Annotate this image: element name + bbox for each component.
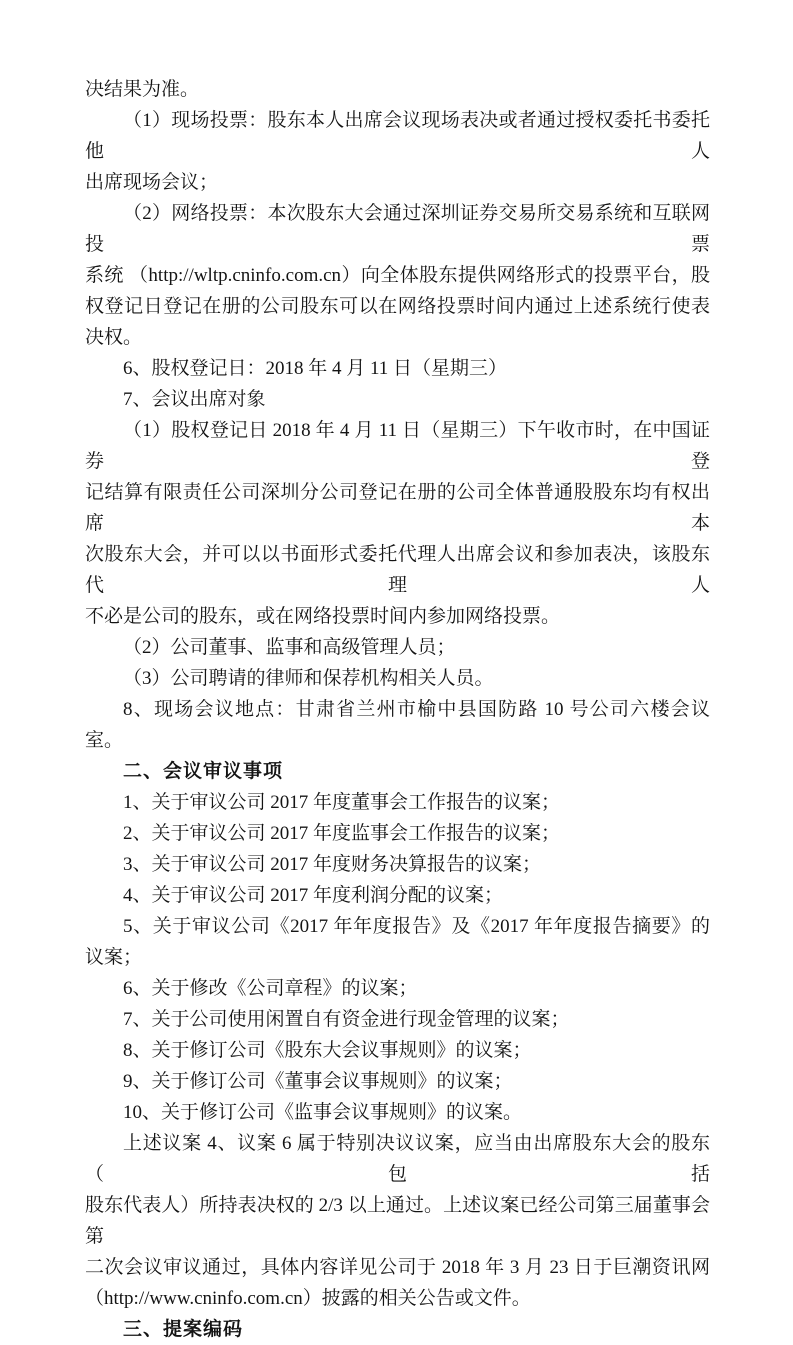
text-line: 7、关于公司使用闲置自有资金进行现金管理的议案； (123, 1009, 570, 1030)
text-line: 8、关于修订公司《股东大会议事规则》的议案； (123, 1040, 532, 1061)
text-line: 二次会议审议通过，具体内容详见公司于 2018 年 3 月 23 日于巨潮资讯网 (85, 1257, 710, 1278)
text-line: 上述议案 4、议案 6 属于特别决议议案，应当由出席股东大会的股东（包括 (85, 1133, 710, 1185)
text-line: 记结算有限责任公司深圳分公司登记在册的公司全体普通股股东均有权出席本 (85, 482, 710, 534)
text-line: 6、关于修改《公司章程》的议案； (123, 978, 418, 999)
text-line: 6、股权登记日：2018 年 4 月 11 日（星期三） (123, 358, 508, 379)
text-line: （http://www.cninfo.com.cn）披露的相关公告或文件。 (85, 1288, 531, 1309)
text-line: 决结果为准。 (85, 79, 200, 100)
section-heading: 二、会议审议事项 (123, 761, 284, 782)
text-line: 8、现场会议地点：甘肃省兰州市榆中县国防路 10 号公司六楼会议室。 (85, 699, 710, 751)
section-heading: 三、提案编码 (123, 1319, 244, 1340)
text-line: 股东代表人）所持表决权的 2/3 以上通过。上述议案已经公司第三届董事会第 (85, 1195, 710, 1247)
text-line: （3）公司聘请的律师和保荐机构相关人员。 (123, 668, 494, 689)
text-line: （1）股权登记日 2018 年 4 月 11 日（星期三）下午收市时，在中国证券登 (85, 420, 710, 472)
text-line: 不必是公司的股东，或在网络投票时间内参加网络投票。 (85, 606, 561, 627)
text-line: 9、关于修订公司《董事会议事规则》的议案； (123, 1071, 513, 1092)
text-line: （2）网络投票：本次股东大会通过深圳证券交易所交易系统和互联网投票 (85, 203, 710, 255)
text-line: 系统 （http://wltp.cninfo.com.cn）向全体股东提供网络形式的投票平台，股 (85, 265, 710, 286)
text-line: 5、关于审议公司《2017 年年度报告》及《2017 年年度报告摘要》的议案； (85, 916, 710, 968)
text-line: （1）现场投票：股东本人出席会议现场表决或者通过授权委托书委托他人 (85, 110, 710, 162)
text-line: （2）公司董事、监事和高级管理人员； (123, 637, 456, 658)
text-line: 2、关于审议公司 2017 年度监事会工作报告的议案； (123, 823, 561, 844)
text-line: 7、会议出席对象 (123, 389, 266, 410)
text-line: 10、关于修订公司《监事会议事规则》的议案。 (123, 1102, 523, 1123)
text-line: 权登记日登记在册的公司股东可以在网络投票时间内通过上述系统行使表决权。 (85, 296, 710, 348)
text-line: 4、关于审议公司 2017 年度利润分配的议案； (123, 885, 504, 906)
text-line: 3、关于审议公司 2017 年度财务决算报告的议案； (123, 854, 542, 875)
text-line: 1、关于审议公司 2017 年度董事会工作报告的议案； (123, 792, 561, 813)
text-line: 次股东大会，并可以以书面形式委托代理人出席会议和参加表决，该股东代理人 (85, 544, 710, 596)
text-line: 出席现场会议； (85, 172, 219, 193)
